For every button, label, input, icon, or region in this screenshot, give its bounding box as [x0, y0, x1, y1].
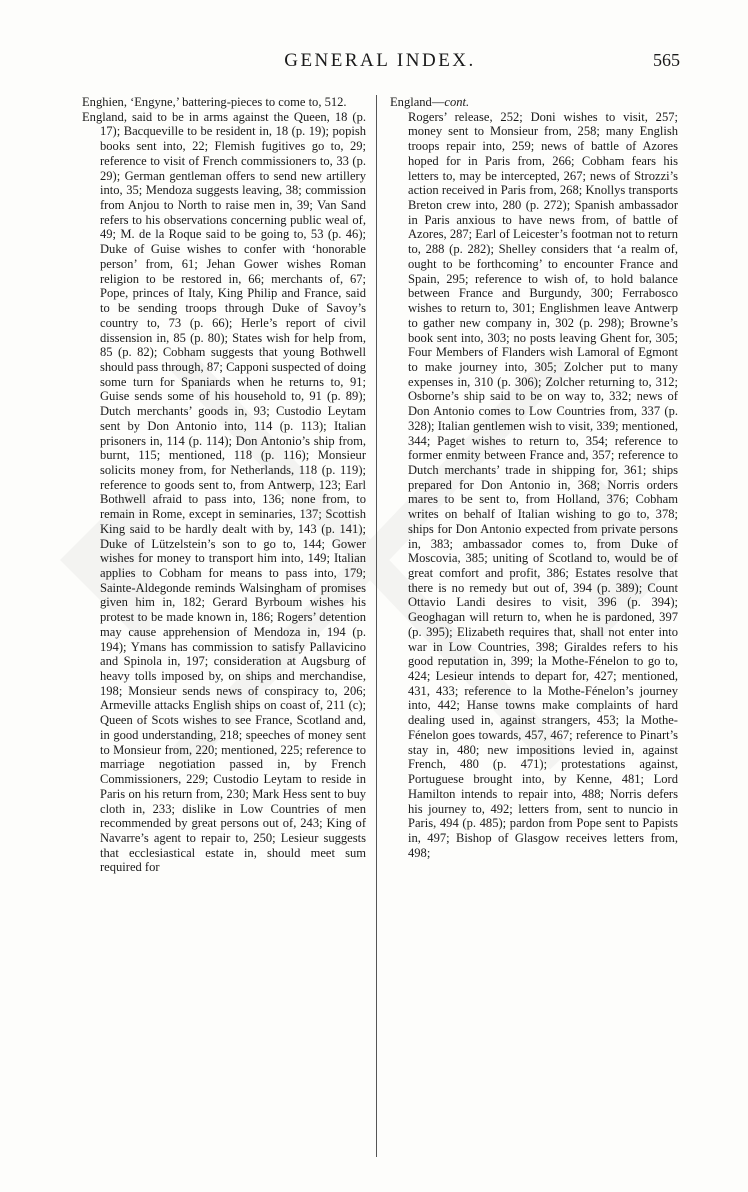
- continuation-marker: cont.: [444, 95, 470, 109]
- index-column-right: [390, 95, 678, 860]
- continuation-heading: [390, 95, 678, 110]
- index-column-left: [82, 95, 366, 875]
- page-header: [80, 50, 680, 80]
- page-number: 565: [653, 50, 680, 70]
- index-entry-england: England, said to be in arms against the Queen, 18 (p. 17); Bacqueville to be resident in, 18 (p. 19); popish books sent into, 22; Flemish fugitives go to, 29; reference to visit of French commissioners to, 33 (p. 29); German gentleman offers to send new artillery into, 35; Mendoza suggests leaving, 38; commission from Anjou to North to raise men in, 39; Van Sand refers to his observations concerning public weal of, 49; M. de la Roque said to be going to, 53 (p. 46); Duke of Guise wishes to confer with ‘honorable person’ from, 61; Jehan Gower wishes Roman religion to be restored in, 66; merchants of, 67; Pope, princes of Italy, King Philip and France, said to be sending troops through Duke of Savoy’s country to, 73 (p. 66); Herle’s report of civil dissension in, 85 (p. 80); States wish for help from, 85 (p. 82); Cobham suggests that young Bothwell should pass through, 87; Capponi suspected of doing some turn for Spaniards when he returns to, 91; Guise sends some of his household to, 91 (p. 89); Dutch merchants’ goods in, 93; Custodio Leytam sent by Don Antonio into, 114 (p. 113); Italian prisoners in, 114 (p. 114); Don Antonio’s ship from, burnt, 115; mentioned, 118 (p. 116); Monsieur solicits money from, for Netherlands, 118 (p. 119); reference to goods sent to, from Antwerp, 123; Earl Bothwell afraid to pass into, 136; none from, to remain in Rome, except in seminaries, 137; Scottish King said to be hardly dealt with by, 143 (p. 141); Duke of Lützelstein’s son to go to, 144; Gower wishes for money to transport him into, 149; Italian applies to Cobham for means to pass into, 179; Sainte-Aldegonde reminds Walsingham of promises given him in, 182; Gerard Byrboum wishes his protest to be made known in, 186; Rogers’ detention may cause apprehension of Mendoza in, 194 (p. 194); Ymans has commission to satisfy Pallavicino and Spinola in, 197; consideration at Augsburg of heavy tolls imposed by, on ships and merchandise, 198; Monsieur sends news of conspiracy to, 206; Armeville attacks English ships on coast of, 211 (c); Queen of Scots wishes to see France, Scotland and, in good understanding, 218; speeches of money sent to Monsieur from, 220; mentioned, 225; reference to marriage negotiation passed in, by French Commissioners, 229; Custodio Leytam to reside in Paris on his return from, 230; Mark Hess sent to buy cloth in, 233; dislike in Low Countries of men recommended by great persons out of, 243; King of Navarre’s agent to repair to, 250; Lesieur suggests that ecclesiastical estate in, should meet sum required for: [82, 109, 366, 875]
- index-entry-england-continued: Rogers’ release, 252; Doni wishes to visit, 257; money sent to Monsieur from, 258; many English troops repair into, 259; news of battle of Azores hoped for in Paris from, 266; Cobham fears his letters to, may be intercepted, 267; news of Strozzi’s action received in Paris from, 268; Knollys transports Breton crew into, 280 (p. 272); Spanish ambassador in Paris anxious to have news from, of battle of Azores, 287; Earl of Leicester’s footman not to return to, 288 (p. 282); Shelley considers that ‘a realm of, ought to be forthcoming’ to encounter France and Spain, 295; reference to wish of, to hold balance between France and Burgundy, 300; Ferrabosco wishes to return to, 301; Englishmen leave Antwerp to gather new company in, 302 (p. 298); Browne’s book sent into, 303; no posts leaving Ghent for, 305; Four Members of Flanders wish Lamoral of Egmont to make journey into, 305; Zolcher put to many expenses in, 310 (p. 306); Zolcher returning to, 312; Osborne’s ship said to be on way to, 332; news of Don Antonio comes to Low Countries from, 337 (p. 328); Italian gentlemen wish to visit, 339; mentioned, 344; Paget wishes to return to, 354; reference to former enmity between France and, 357; reference to Dutch merchants’ trade in shipping for, 361; ships prepared for Don Antonio in, 368; Norris orders mares to be sent to, from Holland, 376; Cobham writes on behalf of Italian wishing to go to, 378; ships for Don Antonio expected from private persons in, 383; ambassador comes to, from Duke of Moscovia, 385; uniting of Scotland to, would be of great comfort and profit, 386; Estates resolve that there is no remedy but out of, 394 (p. 389); Count Ottavio Landi desires to visit, 396 (p. 394); Geoghagan will return to, when he is pardoned, 397 (p. 395); Elizabeth requires that, shall not enter into war in Low Countries, 398; Giraldes refers to his good reputation in, 399; la Mothe-Fénelon to go to, 424; Lesieur intends to depart for, 427; mentioned, 431, 433; reference to la Mothe-Fénelon’s journey into, 442; Hanse towns make complaints of hard dealing used in, against strangers, 453; la Mothe-Fénelon goes towards, 457, 467; reference to Pinart’s stay in, 480; new impositions levied in, against French, 480 (p. 471); protestations against, Portuguese brought into, by Kenne, 481; Lord Hamilton intends to repair into, 488; Norris defers his journey to, 492; letters from, sent to nuncio in Paris, 494 (p. 485); pardon from Pope sent to Papists in, 497; Bishop of Glasgow receives letters from, 498;: [408, 109, 678, 860]
- page-title: GENERAL INDEX.: [284, 50, 476, 71]
- continuation-heading-term: England—: [390, 95, 445, 109]
- index-entry-enghien: Enghien, ‘Engyne,’ battering-pieces to come to, 512.: [82, 95, 347, 109]
- column-divider: [376, 95, 377, 1157]
